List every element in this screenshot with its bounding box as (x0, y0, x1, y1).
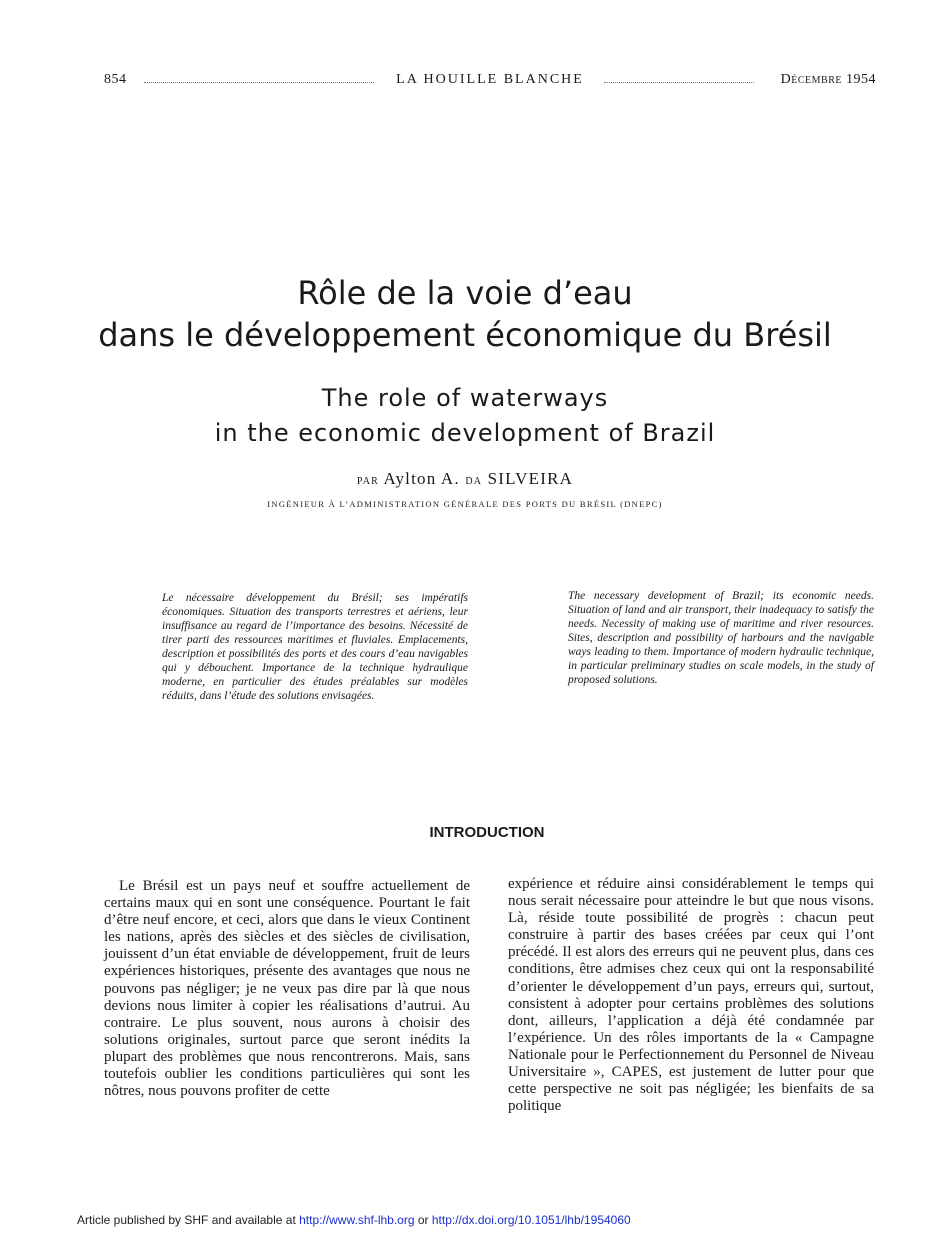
page-number: 854 (104, 72, 127, 87)
author-first-name: Aylton A. (383, 469, 460, 488)
byline-par: par (356, 473, 380, 488)
body-column-right: expérience et réduire ainsi considérablement le temps qui nous serait nécessaire pour atteindre le but que nous visons. Là, réside toute possibilité de progrès : chacun peut construire à partir des bases créées par ceux qui l’ont précédé. Il est alors des erreurs qui ne peuvent plus, dans ces conditions, être admises chez ceux qui ont la responsabilité d’orienter le développement d’un pays, erreurs qui, surtout, consistent à adopter pour certains problèmes des solutions dont, ailleurs, l’application a déjà été condamnée par l’expérience. Un des rôles importants de la « Campagne Nationale pour le Perfectionnement du Personnel de Niveau Universitaire », CAPES, est justement de lutter pour que cette perspective ne soit pas négligée; les bienfaits de sa politique (508, 876, 874, 1115)
abstract-french: Le nécessaire développement du Brésil; ses impératifs économiques. Situation des transports terrestres et aériens, leur insuffisance au regard de l’importance des besoins. Nécessité de tirer parti des ressources maritimes et fluviales. Emplacements, description et possibilités des ports et des cours d’eau navigables qui y débouchent. Importance de la technique hydraulique moderne, en particulier des études préalables sur modèles réduits, dans l’étude des solutions envisagées. (162, 592, 468, 702)
author-byline (60, 469, 870, 489)
footer-text: or (414, 1213, 432, 1227)
author-particle: da (465, 473, 483, 488)
title-english-line-1: The role of waterways (321, 384, 609, 412)
journal-name: LA HOUILLE BLANCHE (396, 72, 584, 87)
footer-text: Article published by SHF and available at (77, 1213, 300, 1227)
author-affiliation: INGÉNIEUR À L’ADMINISTRATION GÉNÉRALE DES PORTS DU BRÉSIL (DNEPC) (267, 499, 663, 509)
author-last-name: SILVEIRA (487, 469, 574, 488)
running-head (104, 72, 876, 92)
title-french-line-2: dans le développement économique du Brésil (98, 316, 832, 354)
issue-date: Décembre 1954 (780, 72, 876, 87)
title-french (60, 272, 870, 356)
publication-footer (77, 1213, 877, 1227)
footer-link-shf[interactable]: http://www.shf-lhb.org (299, 1213, 415, 1227)
title-english-line-2: in the economic development of Brazil (214, 419, 716, 447)
title-english (60, 381, 870, 451)
leader-dots (604, 82, 754, 83)
body-column-left: Le Brésil est un pays neuf et souffre actuellement de certains maux qui en sont une conséquence. Pourtant le fait d’être neuf encore, et ceci, alors que dans le vieux Continent les nations, après des siècles et des siècles de civilisation, jouissent d’un état enviable de développement, fruit de leurs expériences historiques, présente des avantages que nous ne pouvons pas négliger; je ne veux pas dire par là que nous devions nous limiter à copier les réalisations d’autrui. Au contraire. Le plus souvent, nous aurons à choisir des solutions originales, surtout parce que seront inédits la plupart des problèmes que nous rencontrerons. Mais, sans toutefois oublier les conditions particulières qui sont les nôtres, nous pouvons profiter de cette (104, 878, 470, 1100)
abstract-english: The necessary development of Brazil; its economic needs. Situation of land and air transport, their inadequacy to satisfy the needs. Necessity of making use of maritime and river resources. Sites, description and possibility of harbours and the navigable ways leading to them. Importance of modern hydraulic technique, in particular preliminary studies on scale models, in the study of proposed solutions. (568, 590, 874, 686)
section-heading: INTRODUCTION (429, 824, 545, 841)
footer-link-doi[interactable]: http://dx.doi.org/10.1051/lhb/1954060 (431, 1213, 631, 1227)
title-french-line-1: Rôle de la voie d’eau (297, 274, 633, 312)
